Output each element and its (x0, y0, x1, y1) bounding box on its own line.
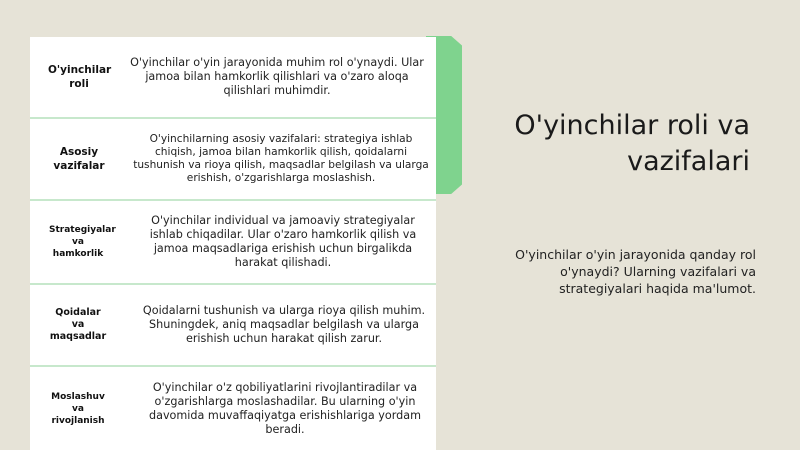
row-description: O'yinchilar o'yin jarayonida muhim rol o'ynaydi. Ular jamoa bilan hamkorlik qilishlari va o'zaro aloqa qilishlari muhimdir. (130, 56, 424, 97)
table-row (30, 367, 436, 450)
row-label: Strategiyalar va hamkorlik (49, 225, 116, 259)
table-row (30, 201, 436, 283)
row-label: Asosiy vazifalar (53, 146, 105, 172)
row-label: Moslashuv va rivojlanish (51, 391, 105, 426)
row-description: O'yinchilar individual va jamoaviy strategiyalar ishlab chiqadilar. Ular o'zaro hamkorlik qilish va jamoa maqsadlariga erishish uchun birgalikda harakat qilishadi. (149, 214, 417, 269)
row-description: O'yinchilarning asosiy vazifalari: strategiya ishlab chiqish, jamoa bilan hamkorlik qilish, qoidalarni tushunish va rioya qilish, maqsadlar belgilash va ularga erishish, o'zgarishlarga moslashish. (133, 133, 429, 184)
slide-subtitle: O'yinchilar o'yin jarayonida qanday rol o'ynaydi? Ularning vazifalari va strategiyalari haqida ma'lumot. (515, 247, 756, 296)
table-row (30, 285, 436, 365)
row-label: Qoidalar va maqsadlar (49, 307, 107, 342)
row-description: O'yinchilar o'z qobiliyatlarini rivojlantiradilar va o'zgarishlarga moslashadilar. Bu ularning o'yin davomida muvaffaqiyatga erishishlariga yordam beradi. (148, 380, 421, 436)
slide-title: O'yinchilar roli va vazifalari (514, 110, 750, 177)
table-row (30, 119, 436, 199)
row-label: O'yinchilar roli (48, 64, 112, 90)
roles-table (30, 37, 436, 450)
table-row (30, 37, 436, 117)
row-description: Qoidalarni tushunish va ularga rioya qilish muhim. Shuningdek, aniq maqsadlar belgilash va ularga erishish uchun harakat qilish zarur. (142, 304, 426, 345)
